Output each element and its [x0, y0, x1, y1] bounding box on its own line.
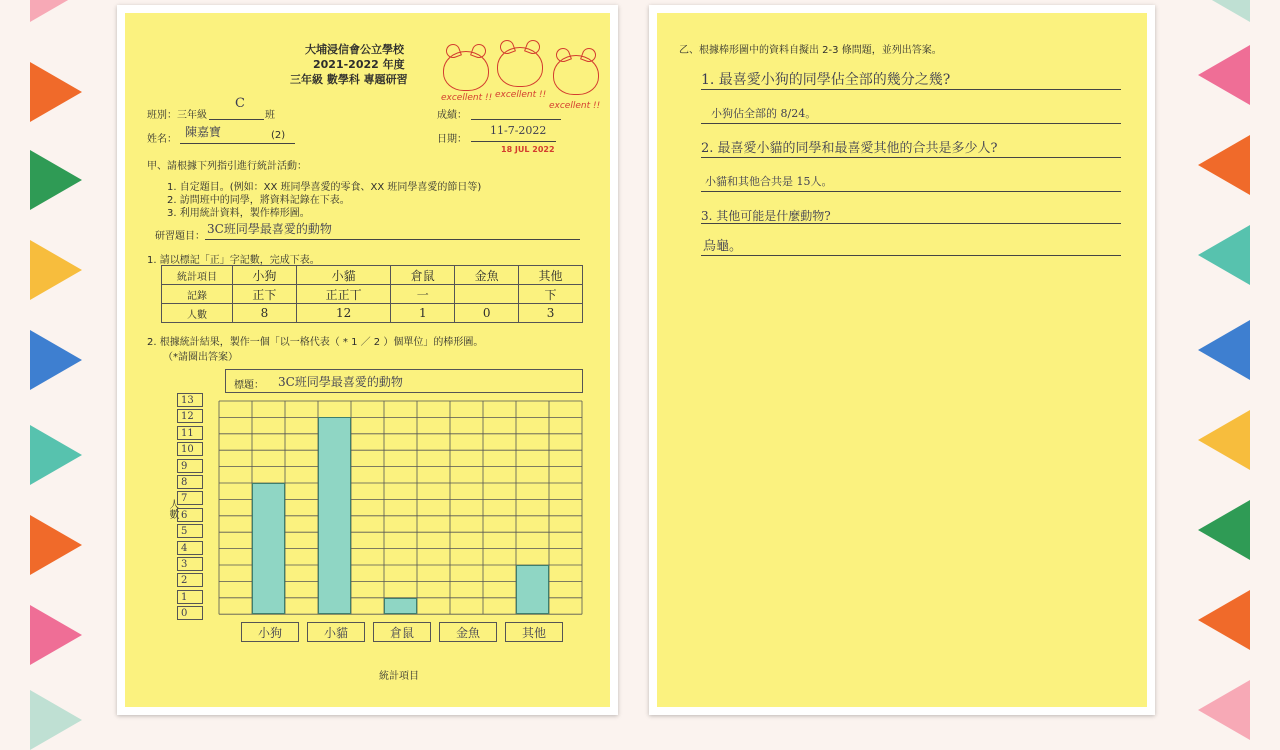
chart-title-label: 標題： [234, 380, 264, 391]
chart-title: 3C班同學最喜愛的動物 [278, 375, 403, 389]
score-label: 成績： [437, 110, 467, 121]
y-tick-label: 5 [177, 524, 203, 538]
paper [125, 13, 610, 707]
count-cell: 12 [296, 304, 391, 323]
decor-triangle [1198, 320, 1250, 380]
count-cell: 1 [391, 304, 455, 323]
question-2: 2. 最喜愛小貓的同學和最喜愛其他的合共是多少人? [701, 141, 998, 156]
question-3: 3. 其他可能是什麼動物? [701, 209, 831, 223]
count-cell: 3 [519, 304, 583, 323]
decor-triangle [1198, 410, 1250, 470]
q2-label: 2. 根據統計結果，製作一個「以一格代表（ * 1 ／ 2 ）個單位」的棒形圖。 [147, 337, 484, 348]
q1-label: 1. 請以標記「正」字記數，完成下表。 [147, 255, 320, 266]
answer-line [701, 191, 1121, 192]
y-tick-label: 0 [177, 606, 203, 620]
step-3: 3. 利用統計資料，製作棒形圖。 [167, 208, 310, 219]
section-a-heading: 甲、請根據下列指引進行統計活動： [147, 161, 307, 172]
y-axis-label: 人數 [167, 499, 178, 519]
item-cell: 金魚 [455, 266, 519, 285]
decor-triangle [1198, 225, 1250, 285]
decor-triangle [30, 62, 82, 122]
class-value: C [235, 96, 245, 111]
class-label: 班別：三年級 [147, 110, 207, 121]
date-value: 11-7-2022 [490, 124, 547, 137]
school-year: 2021-2022 年度 [313, 58, 405, 71]
x-axis-label: 統計項目 [379, 671, 419, 682]
decor-triangle [1198, 680, 1250, 740]
decor-triangle [1198, 590, 1250, 650]
count-cell: 8 [233, 304, 297, 323]
school-name: 大埔浸信會公立學校 [305, 43, 404, 56]
paper [657, 13, 1147, 707]
tally-cell: 正正丅 [296, 285, 391, 304]
table-header: 統計項目 [162, 266, 233, 285]
y-tick-label: 3 [177, 557, 203, 571]
bar [252, 483, 285, 614]
class-suffix: 班 [265, 110, 275, 121]
tally-cell: 一 [391, 285, 455, 304]
question-line [701, 223, 1121, 224]
worksheet-page-1 [117, 5, 618, 715]
y-tick-label: 11 [177, 426, 203, 440]
item-cell: 小貓 [296, 266, 391, 285]
bar [516, 565, 549, 614]
decor-triangle [1198, 45, 1250, 105]
row-label: 人數 [162, 304, 233, 323]
item-cell: 倉鼠 [391, 266, 455, 285]
item-cell: 小狗 [233, 266, 297, 285]
category-label: 金魚 [439, 622, 497, 642]
decor-triangle [30, 150, 82, 210]
date-label: 日期： [437, 134, 467, 145]
question-1: 1. 最喜愛小狗的同學佔全部的幾分之幾? [701, 72, 951, 88]
y-tick-label: 7 [177, 491, 203, 505]
decor-triangle [1198, 135, 1250, 195]
q2-note: （*請圈出答案） [163, 352, 238, 363]
category-label: 倉鼠 [373, 622, 431, 642]
y-tick-label: 9 [177, 459, 203, 473]
name-label: 姓名： [147, 134, 177, 145]
subject-title: 三年級 數學科 專題研習 [290, 73, 408, 86]
category-label: 其他 [505, 622, 563, 642]
tally-cell: 正下 [233, 285, 297, 304]
y-tick-label: 1 [177, 590, 203, 604]
bar-chart [125, 13, 610, 707]
decor-triangle [30, 240, 82, 300]
decor-triangle [30, 0, 82, 22]
question-line [701, 89, 1121, 90]
excellent-stamp-text: excellent !! [549, 101, 601, 111]
decor-triangle [30, 330, 82, 390]
decor-triangle [1198, 0, 1250, 22]
count-cell: 0 [455, 304, 519, 323]
step-2: 2. 訪問班中的同學，將資料記錄在下表。 [167, 195, 350, 206]
name-value: 陳嘉寶 [185, 125, 222, 139]
y-tick-label: 10 [177, 442, 203, 456]
y-tick-label: 13 [177, 393, 203, 407]
answer-2: 小貓和其他合共是 15人。 [705, 175, 833, 188]
date-stamp: 18 JUL 2022 [501, 145, 555, 154]
topic-label: 研習題目： [155, 231, 205, 242]
decor-triangle [30, 690, 82, 750]
decor-triangle [1198, 500, 1250, 560]
section-b-heading: 乙、根據棒形圖中的資料自擬出 2-3 條問題，並列出答案。 [679, 45, 942, 56]
decor-triangle [30, 515, 82, 575]
question-line [701, 157, 1121, 158]
student-number: (2) [271, 130, 286, 141]
answer-1: 小狗佔全部的 8/24。 [711, 107, 817, 120]
worksheet-page-2 [649, 5, 1155, 715]
tally-cell: 下 [519, 285, 583, 304]
topic-value: 3C班同學最喜愛的動物 [207, 222, 332, 236]
answer-3: 烏龜。 [703, 239, 743, 254]
y-tick-label: 8 [177, 475, 203, 489]
y-tick-label: 12 [177, 409, 203, 423]
category-label: 小貓 [307, 622, 365, 642]
decor-triangle [30, 605, 82, 665]
y-tick-label: 2 [177, 573, 203, 587]
answer-line [701, 255, 1121, 256]
bar [318, 417, 351, 614]
decor-triangle [30, 425, 82, 485]
excellent-stamp-text: excellent !! [441, 93, 493, 103]
y-tick-label: 4 [177, 541, 203, 555]
y-tick-label: 6 [177, 508, 203, 522]
answer-line [701, 123, 1121, 124]
category-label: 小狗 [241, 622, 299, 642]
row-label: 記錄 [162, 285, 233, 304]
item-cell: 其他 [519, 266, 583, 285]
bar [384, 598, 417, 614]
step-1: 1. 自定題目。(例如：XX 班同學喜愛的零食、XX 班同學喜愛的節日等) [167, 182, 482, 193]
excellent-stamp-text: excellent !! [495, 90, 547, 100]
